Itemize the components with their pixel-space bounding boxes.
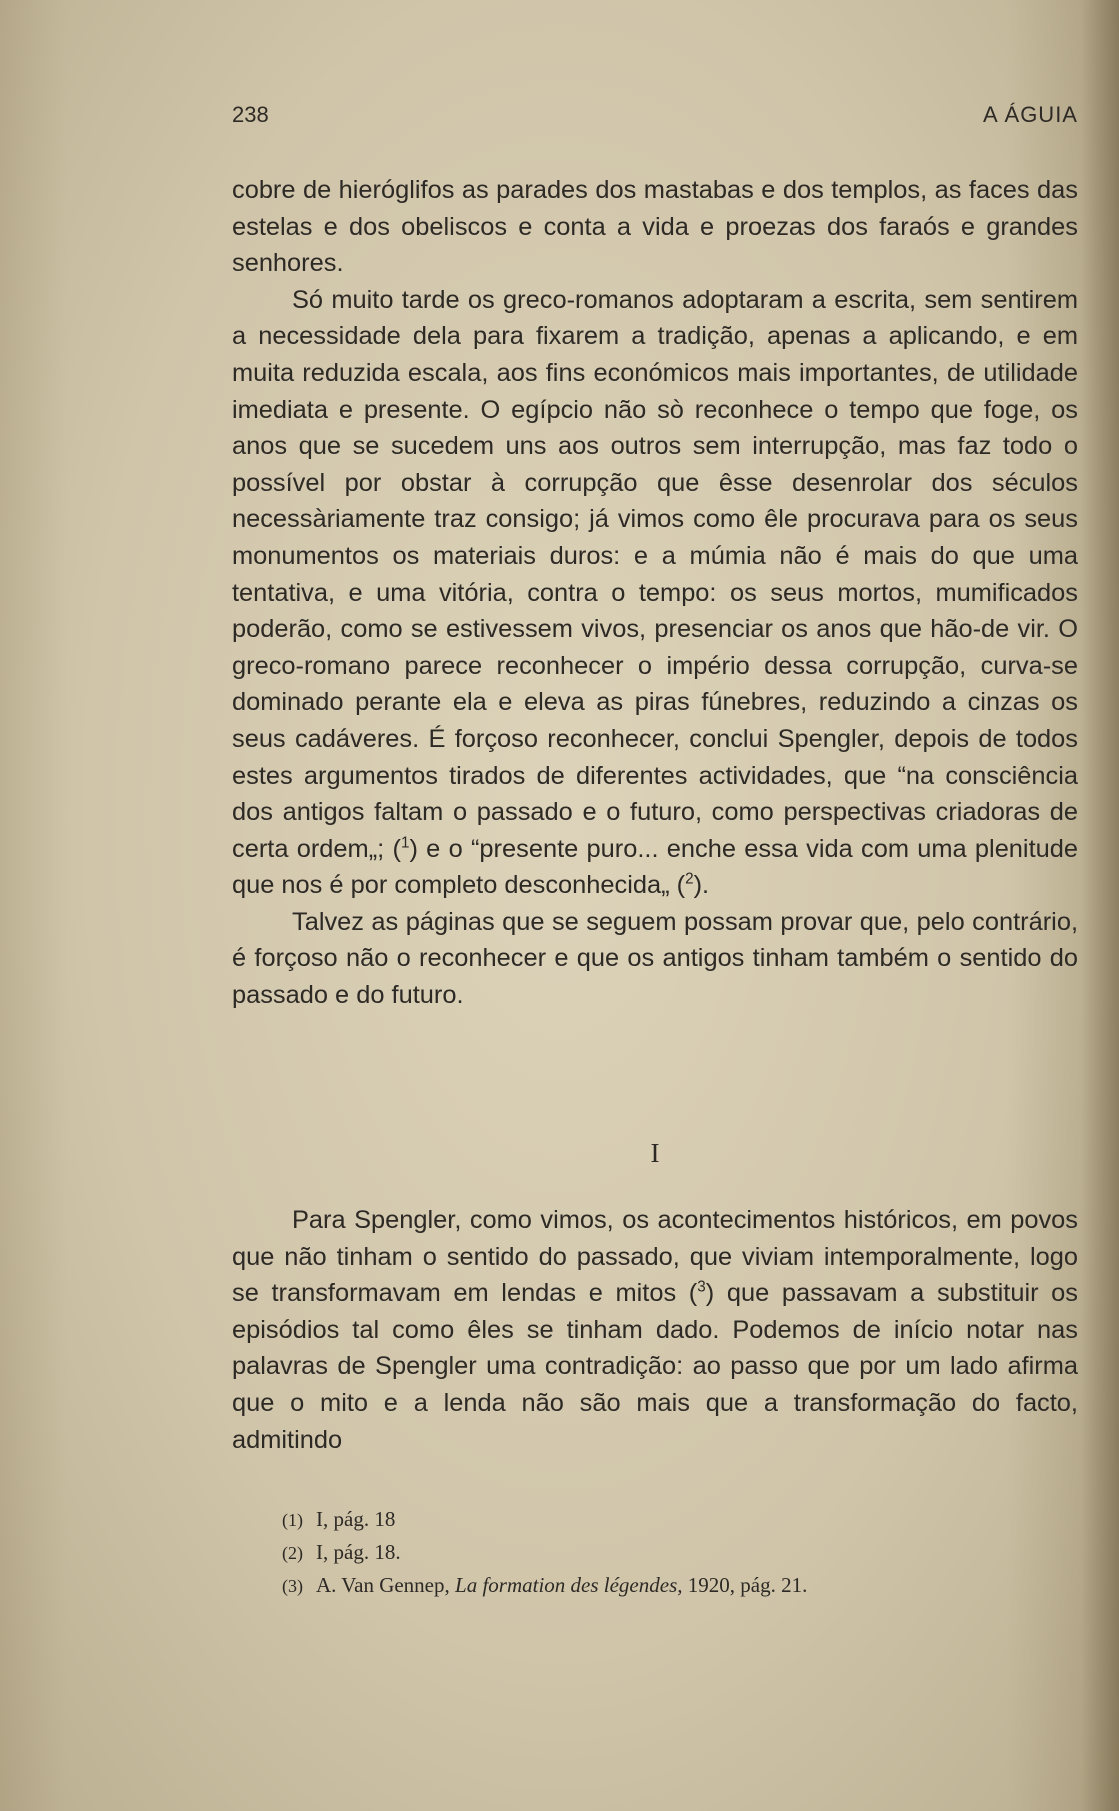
footnote-text: I, pág. 18. [316, 1540, 401, 1564]
footnotes [282, 1503, 1062, 1602]
text-run: ) e o “presente puro... enche essa vida com uma plenitude que nos é por completo desconhecida„ ( [232, 834, 1078, 900]
footnote-text: 1920, pág. 21. [687, 1573, 808, 1597]
footnote-text: I, pág. 18 [316, 1507, 396, 1531]
paragraph [232, 1202, 1078, 1458]
footnote-ref: 1 [400, 834, 410, 852]
footnote-author: A. Van Gennep, [316, 1573, 450, 1597]
footnote [282, 1569, 1062, 1602]
footnote-ref: 3 [697, 1278, 706, 1296]
page-edge-shadow [1081, 0, 1119, 1811]
running-head: A ÁGUIA [982, 102, 1078, 127]
section-text [232, 1202, 1078, 1458]
footnote-title: La formation des légendes, [455, 1573, 683, 1597]
paragraph [232, 282, 1078, 904]
page-header [232, 102, 1078, 132]
footnote [282, 1536, 1062, 1569]
text-run: ). [693, 871, 710, 900]
footnote-mark: (3) [282, 1576, 303, 1596]
text-run: ) que passavam a substituir os episódios tal como êles se tinham dado. Podemos de início notar nas palavras de Spengler uma contradição: ao passo que por um lado afirma que o mito e a lenda não são mais que a transformação do facto, admitindo [232, 1279, 1078, 1454]
page-number: 238 [232, 102, 269, 127]
footnote [282, 1503, 1062, 1536]
paragraph: Talvez as páginas que se seguem possam provar que, pelo contrário, é forçoso não o reconhecer e que os antigos tinham também o sentido do passado e do futuro. [232, 907, 1078, 1010]
text-run: Só muito tarde os greco-romanos adoptaram a escrita, sem sentirem a necessidade dela para fixarem a tradição, apenas a aplicando, e em muita reduzida escala, aos fins económicos mais importantes, de utilidade imediata e presente. O egípcio não sò reconhece o tempo que foge, os anos que se sucedem uns aos outros sem interrupção, mas faz todo o possível por obstar à corrupção que êsse desenrolar dos séculos necessàriamente traz consigo; já vimos como êle procurava para os seus monumentos os materiais duros: e a múmia não é mais do que uma tentativa, e uma vitória, contra o tempo: os seus mortos, mumificados poderão, como se estivessem vivos, presenciar os anos que hão-de vir. O greco-romano parece reconhecer o império dessa corrupção, curva-se dominado perante ela e eleva as piras fúnebres, reduzindo a cinzas os seus cadáveres. É forçoso reconhecer, conclui Spengler, depois de todos estes argumentos tirados de diferentes actividades, que “na consciência dos antigos faltam o passado e o futuro, como perspectivas criadoras de certa ordem„; ( [232, 285, 1078, 863]
main-text [232, 172, 1078, 1014]
section-heading: I [650, 1138, 660, 1168]
footnote-mark: (2) [282, 1543, 303, 1563]
footnote-ref: 2 [685, 870, 694, 888]
footnote-mark: (1) [282, 1510, 303, 1530]
paragraph: cobre de hieróglifos as parades dos mastabas e dos templos, as faces das estelas e dos obeliscos e conta a vida e proezas dos faraós e grandes senhores. [232, 176, 1078, 278]
text-run: Para Spengler, como vimos, os acontecimentos históricos, em povos que não tinham o sentido do passado, que viviam intemporalmente, logo se transformavam em lendas e mitos ( [232, 1206, 1078, 1308]
